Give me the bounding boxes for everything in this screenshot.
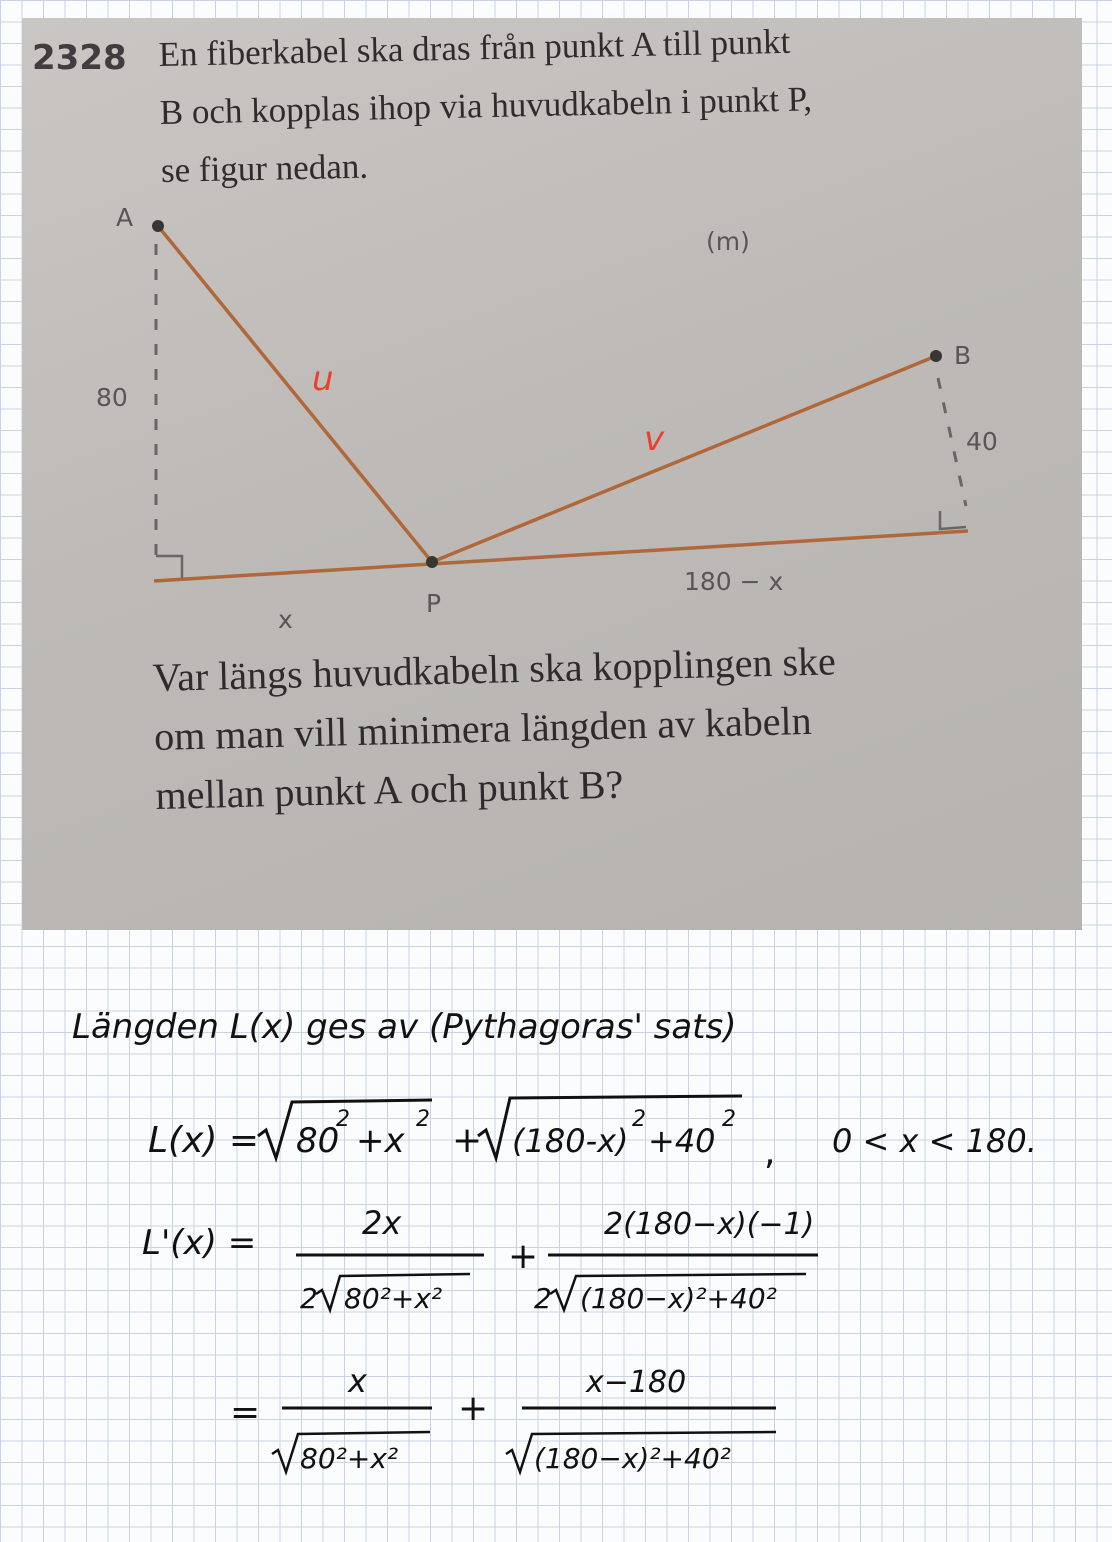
point-b-dot (930, 350, 942, 362)
eq2-plus: + (508, 1236, 539, 1277)
main-cable (154, 531, 968, 581)
exercise-line: En fiberkabel ska dras från punkt A till punkt (158, 21, 791, 74)
label-b: B (954, 341, 972, 370)
eq1-term2b-exp: 2 (722, 1107, 736, 1132)
eq1-comma: , (764, 1132, 776, 1173)
eq1-term2b: +40 (648, 1122, 716, 1160)
handwritten-notes (0, 930, 1112, 1542)
point-a-dot (152, 220, 164, 232)
eq3-equals: = (230, 1392, 261, 1433)
cable-v (432, 356, 936, 562)
domain: 0 < x < 180. (832, 1122, 1037, 1160)
textbook-photo (22, 18, 1082, 930)
label-a: A (116, 203, 134, 232)
eq1-term2: (180-x) (512, 1122, 629, 1160)
eq2-den1: 80²+x² (344, 1282, 443, 1315)
question-line: Var längs huvudkabeln ska kopplingen ske (152, 638, 837, 700)
annotation-v: v (644, 419, 665, 459)
point-p-dot (426, 556, 438, 568)
eq2-den2-coef: 2 (534, 1282, 552, 1315)
eq1-term1b: +x (356, 1121, 405, 1161)
label-180-minus-x: 180 − x (684, 567, 784, 596)
question-line: mellan punkt A och punkt B? (155, 761, 624, 818)
eq1-term1b-exp: 2 (416, 1107, 430, 1132)
eq1-lhs: L(x) = (148, 1120, 260, 1161)
eq2-lhs: L'(x) = (142, 1223, 257, 1263)
exercise-line: se figur nedan. (160, 146, 369, 190)
eq1-term2-exp: 2 (632, 1107, 646, 1132)
height-b-dashed (938, 378, 966, 506)
exercise-line: B och kopplas ihop via huvudkabeln i punkt P, (159, 79, 813, 132)
eq3-num2: x−180 (586, 1365, 687, 1400)
eq2-den2: (180−x)²+40² (580, 1282, 777, 1315)
notes-heading: Längden L(x) ges av (Pythagoras' sats) (72, 1007, 737, 1047)
right-angle-b (940, 511, 966, 529)
eq3-den1: 80²+x² (300, 1442, 399, 1475)
annotation-u: u (312, 359, 334, 399)
eq3-den2: (180−x)²+40² (534, 1442, 731, 1475)
label-p: P (426, 589, 442, 618)
question-text (152, 626, 1036, 824)
label-80: 80 (96, 383, 128, 412)
label-40: 40 (966, 427, 998, 456)
question-line: om man vill minimera längden av kabeln (153, 697, 813, 759)
eq1-term1: 80 (296, 1121, 340, 1161)
right-angle-a (156, 556, 182, 580)
exercise-number: 2328 (32, 38, 127, 78)
eq3-num1: x (348, 1362, 367, 1400)
eq2-num1: 2x (362, 1204, 402, 1242)
eq1-term1-exp: 2 (336, 1107, 350, 1132)
unit-label: (m) (706, 227, 750, 256)
cable-u (158, 226, 432, 562)
eq2-num2: 2(180−x)(−1) (604, 1207, 815, 1242)
label-x: x (278, 605, 293, 634)
eq1-plus: + (452, 1120, 483, 1161)
eq2-den1-coef: 2 (300, 1282, 318, 1315)
eq3-plus: + (458, 1388, 489, 1429)
